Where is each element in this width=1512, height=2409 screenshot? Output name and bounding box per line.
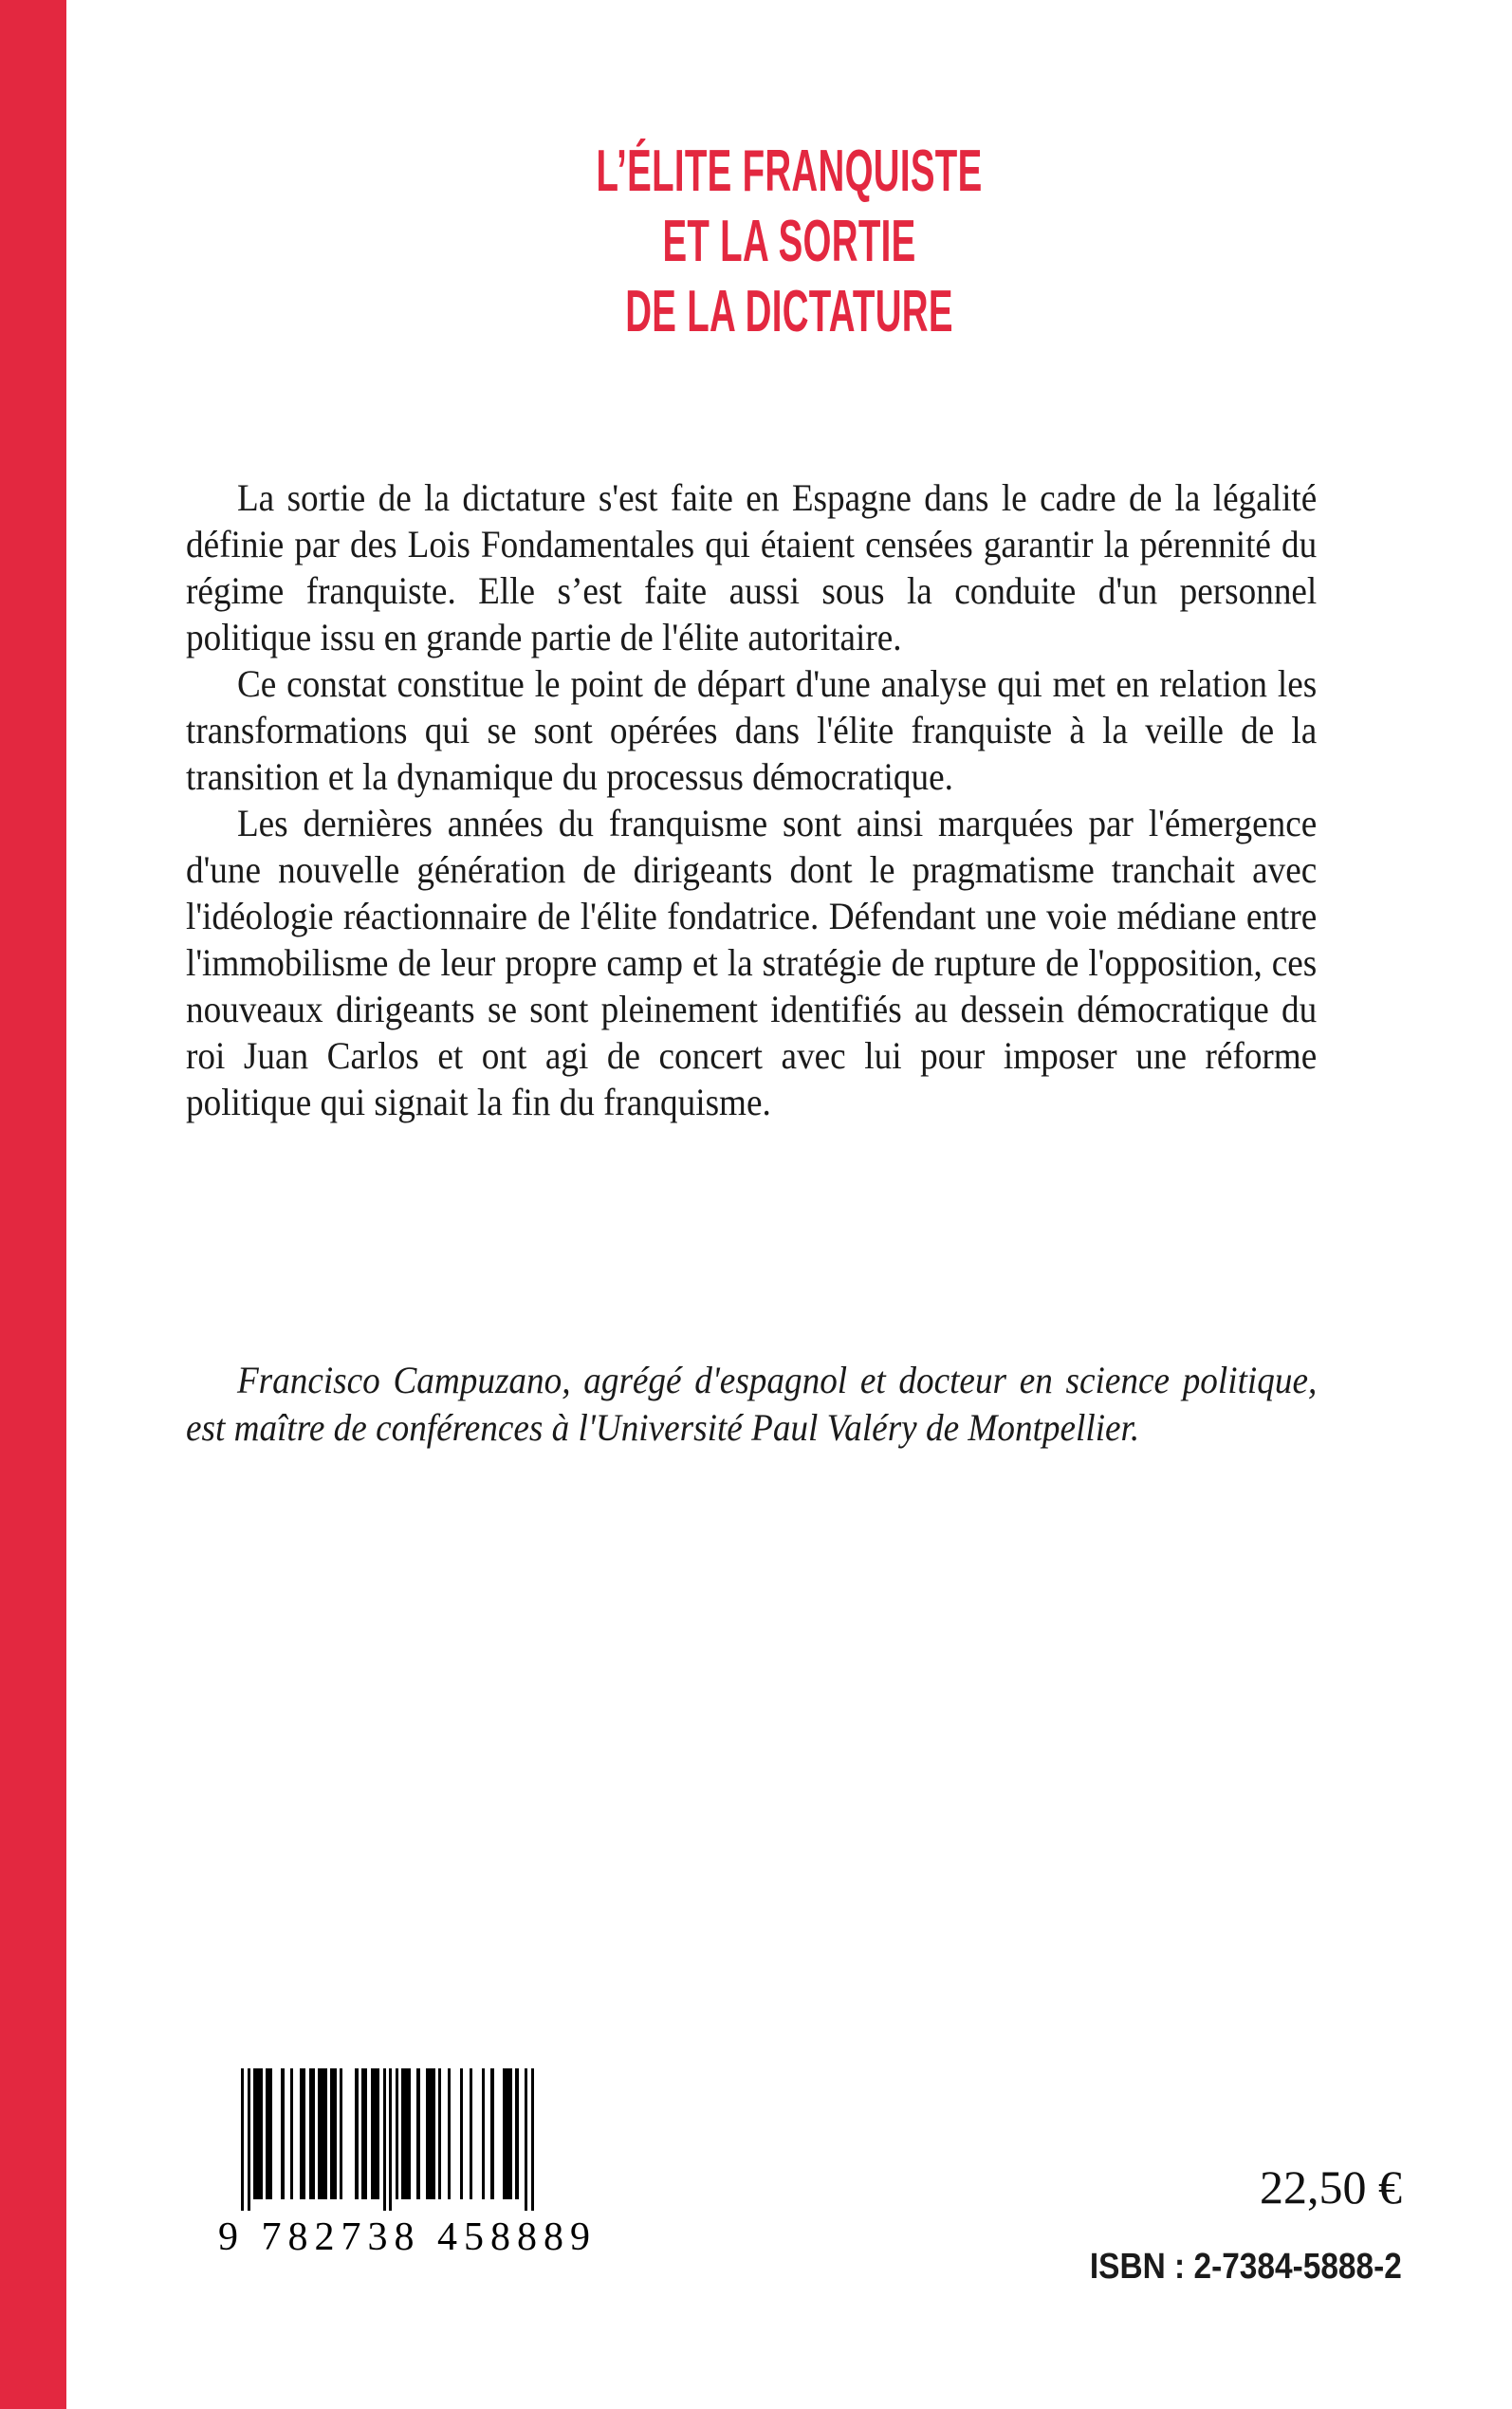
price-label: 22,50 €: [1260, 2160, 1402, 2214]
book-title: [66, 139, 1512, 353]
title-line-2: ET LA SORTIE: [662, 209, 916, 274]
author-bio-text: Francisco Campuzano, agrégé d'espagnol et docteur en science politique, est maître de conférences à l'Université Paul Valéry de Montpellier.: [186, 1359, 1318, 1449]
barcode-bars: [216, 2068, 546, 2211]
blurb-paragraph-2: Ce constat constitue le point de départ d'une analyse qui met en relation les transformations qui se sont opérées dans l'élite franquiste à la veille de la transition et la dynamique du processus démocratique.: [186, 662, 1318, 798]
blurb-paragraph-3: Les dernières années du franquisme sont ainsi marquées par l'émergence d'une nouvelle génération de dirigeants dont le pragmatisme tranchait avec l'idéologie réactionnaire de l'élite fondatrice. Défendant une voie médiane entre l'immobilisme de leur propre camp et la stratégie de rupture de l'opposition, ces nouveaux dirigeants se sont pleinement identifiés au dessein démocratique du roi Juan Carlos et ont agi de concert avec lui pour imposer une réforme politique qui signait la fin du franquisme.: [186, 802, 1318, 1123]
blurb-text: [186, 474, 1402, 1125]
blurb-paragraph-1: La sortie de la dictature s'est faite en Espagne dans le cadre de la légalité définie par des Lois Fondamentales qui étaient censées garantir la pérennité du régime franquiste. Elle s’est faite aussi sous la conduite d'un personnel politique issu en grande partie de l'élite autoritaire.: [186, 476, 1318, 658]
spine-red-stripe: [0, 0, 66, 2409]
title-line-1: L’ÉLITE FRANQUISTE: [596, 139, 983, 204]
barcode: [216, 2068, 597, 2260]
author-bio: [186, 1357, 1402, 1452]
barcode-digits: 9 782738 458889: [218, 2215, 597, 2259]
isbn-label: ISBN : 2-7384-5888-2: [1090, 2247, 1402, 2287]
title-line-3: DE LA DICTATURE: [625, 279, 953, 344]
